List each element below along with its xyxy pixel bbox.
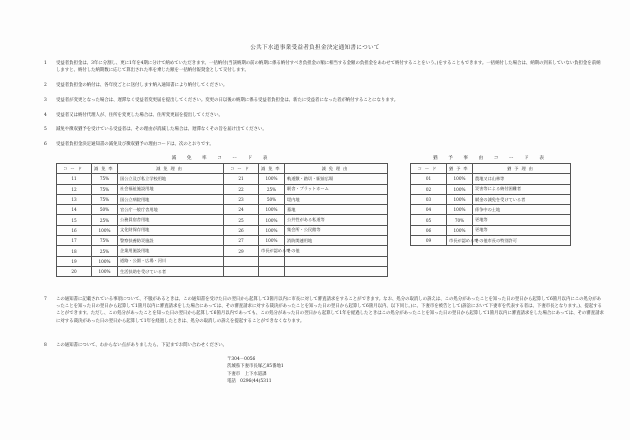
table-row [57,205,388,215]
code-cell: 26 [224,225,259,235]
notice-item-4 [44,112,604,119]
address-line: 茨城県下妻市長塚乙85番地1 [227,364,284,370]
item-number: 6 [44,142,47,147]
reason-cell: 農地又は山林等 [473,174,571,184]
header-reason: 減免理由 [285,164,388,174]
rate-cell: 100% [92,225,118,235]
code-cell: 05 [411,215,447,225]
code-cell: 24 [224,205,259,215]
notice-item-2 [44,82,604,89]
rate-cell: 100% [447,194,473,204]
code-cell: 03 [411,194,447,204]
header-code: コード [411,164,447,174]
rate-cell: 25% [92,215,118,225]
item-number: 3 [44,98,47,103]
header-reason: 減免理由 [118,164,224,174]
code-cell: 22 [224,184,259,194]
rate-cell: 100% [259,205,285,215]
code-cell: 19 [57,256,92,266]
reason-cell: 更地等 [473,215,571,225]
genmen-code-table [56,163,388,277]
header-reason: 猶予理由 [473,164,571,174]
table-row [411,174,571,184]
table-row [411,236,571,246]
rate-cell: 75% [92,194,118,204]
reason-cell: 公務員宿舎用地 [118,215,224,225]
rate-cell [259,256,285,266]
rate-cell: 100% [259,215,285,225]
rate-cell: 75% [92,184,118,194]
table-row [411,225,571,235]
code-cell: 14 [57,205,92,215]
table-row [57,194,388,204]
reason-cell: その他市長の特別許可 [473,236,571,246]
contact-address-block [227,356,284,386]
phone-number: 電話 0296(44)5311 [227,379,272,385]
page-title: 公共下水道事業受益者負担金決定通知書について [250,45,380,51]
table-row [411,184,571,194]
code-cell: 18 [57,246,92,256]
reason-cell: 係争中の土地 [473,205,571,215]
reason-cell: 警察扶養防災施設 [118,236,224,246]
item-text: 受益者負担金は、3年に分割し、更に1年を4期に分けて納めていただきます。一括納付(当該納期の前の納期に係る納付すべき負担金の額に相当する金額の負担金をあわせて納付することをいう。)をすることもできます。一括納付した場合は、納期の到来していない負担金を前納しますと、納付した納期数に応じて算出された率を乗じた額を一括納付報奨金として交付します。 [56,61,601,74]
header-code: コード [224,164,259,174]
table-row [411,194,571,204]
table-header-row [411,164,571,174]
item-text: 受益者が変更となった場合は、遅滞なく受益者変更届を提出してください。変更の日以後の納期に係る受益者負担金は、新たに受益者になった者が納付することになります。 [56,98,399,103]
code-cell: 09 [411,236,447,246]
rate-cell: 市長が認める率 [447,236,473,246]
code-cell: 12 [57,184,92,194]
item-text: 受益者負担金決定通知書の減免及び徴収猶予の理由コードは、次のとおりです。 [56,142,214,147]
rate-cell: 25% [92,246,118,256]
reason-cell: 公共性がある私道等 [285,215,388,225]
code-cell: 01 [411,174,447,184]
code-cell: 25 [224,215,259,225]
reason-cell: 更地等 [473,225,571,235]
table-row [57,184,388,194]
rate-cell: 100% [447,205,473,215]
table-row [57,215,388,225]
code-cell: 16 [57,225,92,235]
postal-code: 〒304－0056 [227,357,256,362]
reason-cell: 文化財保存用地 [118,225,224,235]
code-cell: 13 [57,194,92,204]
rate-cell: 50% [92,205,118,215]
table-row [411,215,571,225]
notice-item-5 [44,126,604,133]
reason-cell: 堤内地 [285,194,388,204]
genmen-table-caption: 減 免 率 コ ー ド 表 [171,156,271,161]
reason-cell [285,256,388,266]
table-row [411,205,571,215]
reason-cell: 災害等による納付困難者 [473,184,571,194]
rate-cell: 市長が認める率 [259,246,285,256]
notice-item-3 [44,97,604,104]
reason-cell: 墓地 [285,205,388,215]
header-rate: 減免率 [92,164,118,174]
item-number: 7 [44,297,47,302]
rate-cell: 100% [92,266,118,276]
code-cell: 11 [57,174,92,184]
rate-cell: 100% [259,225,285,235]
item-text: この通知書について、わからない点がありましたら、下記までお問い合わせください。 [56,343,228,348]
choshu-table-caption: 猶 予 事 由 コ ー ド 表 [433,156,547,161]
code-cell: 15 [57,215,92,225]
rate-cell: 100% [447,225,473,235]
code-cell: 29 [224,246,259,256]
rate-cell: 75% [92,236,118,246]
notice-item-8 [44,342,604,349]
reason-cell: 集会所・公民館等 [285,225,388,235]
code-cell: 04 [411,205,447,215]
reason-cell: 官公庁一般庁舎用地 [118,205,224,215]
reason-cell: 駅舎・プラットホーム [285,184,388,194]
header-code: コード [57,164,92,174]
table-row [57,256,388,266]
rate-cell: 70% [447,215,473,225]
reason-cell: 国公立及び私立学校用地 [118,174,224,184]
notice-item-1 [44,60,604,74]
notice-item-6 [44,141,604,148]
code-cell [224,266,259,276]
item-text: 受益者負担金の納付は、各年度ごとに送付します納入通知書により納付してください。 [56,83,228,88]
reason-cell: 国公立病院用地 [118,194,224,204]
rate-cell: 75% [92,174,118,184]
rate-cell: 100% [447,174,473,184]
code-cell: 23 [224,194,259,204]
table-row [57,246,388,256]
code-cell [224,256,259,266]
reason-cell: 企業用施設用地 [118,246,224,256]
rate-cell: 100% [259,174,285,184]
rate-cell: 100% [259,236,285,246]
choshu-code-table [410,163,571,246]
item-number: 2 [44,83,47,88]
item-number: 5 [44,127,47,132]
reason-cell: 消防関連用地 [285,236,388,246]
reason-cell: 軌道敷・踏切・駅前広場 [285,174,388,184]
header-rate: 減免率 [259,164,285,174]
department-name: 下妻市 上下水道課 [227,371,267,377]
item-text: 受益者又は納付代理人が、住所を変更した場合は、住所変更届を提出してください。 [56,113,223,118]
rate-cell: 50% [259,194,285,204]
item-number: 1 [44,61,47,66]
rate-cell: 100% [447,184,473,194]
reason-cell: その他 [285,246,388,256]
item-number: 4 [44,113,47,118]
code-cell: 20 [57,266,92,276]
table-header-row [57,164,388,174]
code-cell: 21 [224,174,259,184]
notice-item-7 [44,296,604,325]
header-rate: 猶予率 [447,164,473,174]
reason-cell: 生活扶助を受けている者 [118,266,224,276]
rate-cell [259,266,285,276]
item-number: 8 [44,343,47,348]
table-row [57,225,388,235]
reason-cell [285,266,388,276]
table-row [57,236,388,246]
item-text: この通知書に記載されている事項について、不服があるときは、この通知書を受けた日の翌日から起算して3箇月以内に市長に対して審査請求をすることができます。なお、処分の取消しの訴えは、この処分があったことを知った日の翌日から起算して6箇月以内にこの処分があったことを知った日の翌日から起算して1箇月以内に審査請求をした場合にあっては、その審査請求に対する裁決があったことを知った日の翌日から起算して6箇月以内、以下同じ。)に、下妻市を被告として(訴訟において下妻市を代表する者は、下妻市長となります。)、提起することができます。ただし、この処分があったことを知った日の翌日から起算して6箇月以内であっても、この処分があった日の翌日から起算して1年を経過したときはこの処分があったことを知った日の翌日から起算して1箇月以内に審査請求をした場合にあっては、その審査請求に対する裁決があった日の翌日から起算して1年を経過したときは、処分の取消しの訴えを提起することができなくなります。 [56,297,604,324]
table-row [57,174,388,184]
item-text: 減免や徴収猶予を受けている受益者は、その理由が消滅した場合は、遅滞なくその旨を届け出てください。 [56,127,267,132]
code-cell: 02 [411,184,447,194]
rate-cell: 100% [92,256,118,266]
table-row [57,266,388,276]
reason-cell: 社会福祉施設用地 [118,184,224,194]
rate-cell: 25% [259,184,285,194]
code-cell: 27 [224,236,259,246]
reason-cell: 道路・公園・広場・河川 [118,256,224,266]
reason-cell: 賦金の減免を受けている者 [473,194,571,204]
code-cell: 17 [57,236,92,246]
code-cell: 06 [411,225,447,235]
